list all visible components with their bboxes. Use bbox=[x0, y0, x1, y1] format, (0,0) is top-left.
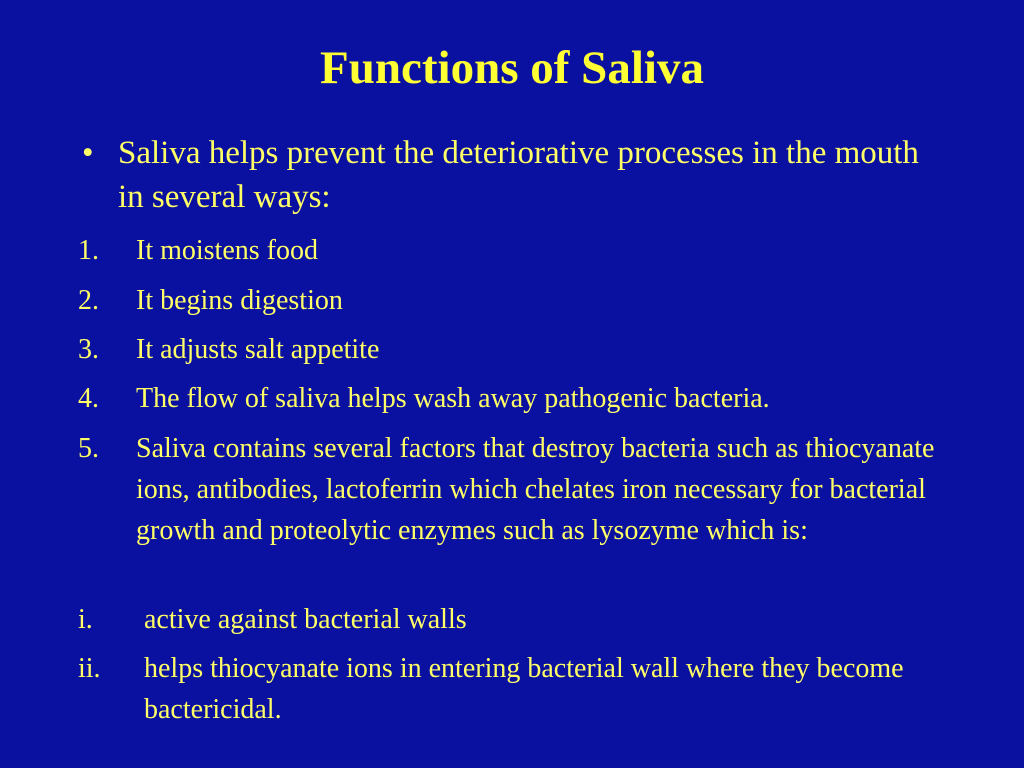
list-item-text: The flow of saliva helps wash away pathogenic bacteria. bbox=[136, 383, 770, 414]
list-item bbox=[78, 230, 958, 271]
sub-list-item-marker: ii. bbox=[78, 653, 101, 684]
list-item-text: It adjusts salt appetite bbox=[136, 334, 380, 365]
sub-list-item bbox=[78, 648, 908, 730]
list-item-text: It moistens food bbox=[136, 235, 318, 266]
list-item-text: Saliva contains several factors that destroy bacteria such as thiocyanate ions, antibodies, lactoferrin which chelates iron necessary for bacterial growth and proteolytic enzymes such as lysozyme which is: bbox=[136, 433, 935, 546]
sub-list-item-text: helps thiocyanate ions in entering bacterial wall where they become bactericidal. bbox=[144, 653, 904, 725]
sub-list-item bbox=[78, 599, 958, 640]
slide-title: Functions of Saliva bbox=[320, 42, 704, 94]
bullet-marker: • bbox=[82, 135, 94, 171]
intro-bullet-item bbox=[82, 131, 942, 219]
list-item-number: 1. bbox=[78, 235, 99, 266]
list-item-number: 2. bbox=[78, 285, 99, 316]
list-item bbox=[78, 378, 958, 419]
list-item-number: 5. bbox=[78, 433, 99, 464]
list-item bbox=[78, 428, 948, 551]
list-item bbox=[78, 280, 958, 321]
list-item-number: 4. bbox=[78, 383, 99, 414]
list-item-number: 3. bbox=[78, 334, 99, 365]
intro-text: Saliva helps prevent the deteriorative processes in the mouth in several ways: bbox=[118, 135, 919, 215]
sub-list-item-text: active against bacterial walls bbox=[144, 604, 467, 635]
sub-list-item-marker: i. bbox=[78, 604, 93, 635]
list-item-text: It begins digestion bbox=[136, 285, 343, 316]
list-item bbox=[78, 329, 958, 370]
